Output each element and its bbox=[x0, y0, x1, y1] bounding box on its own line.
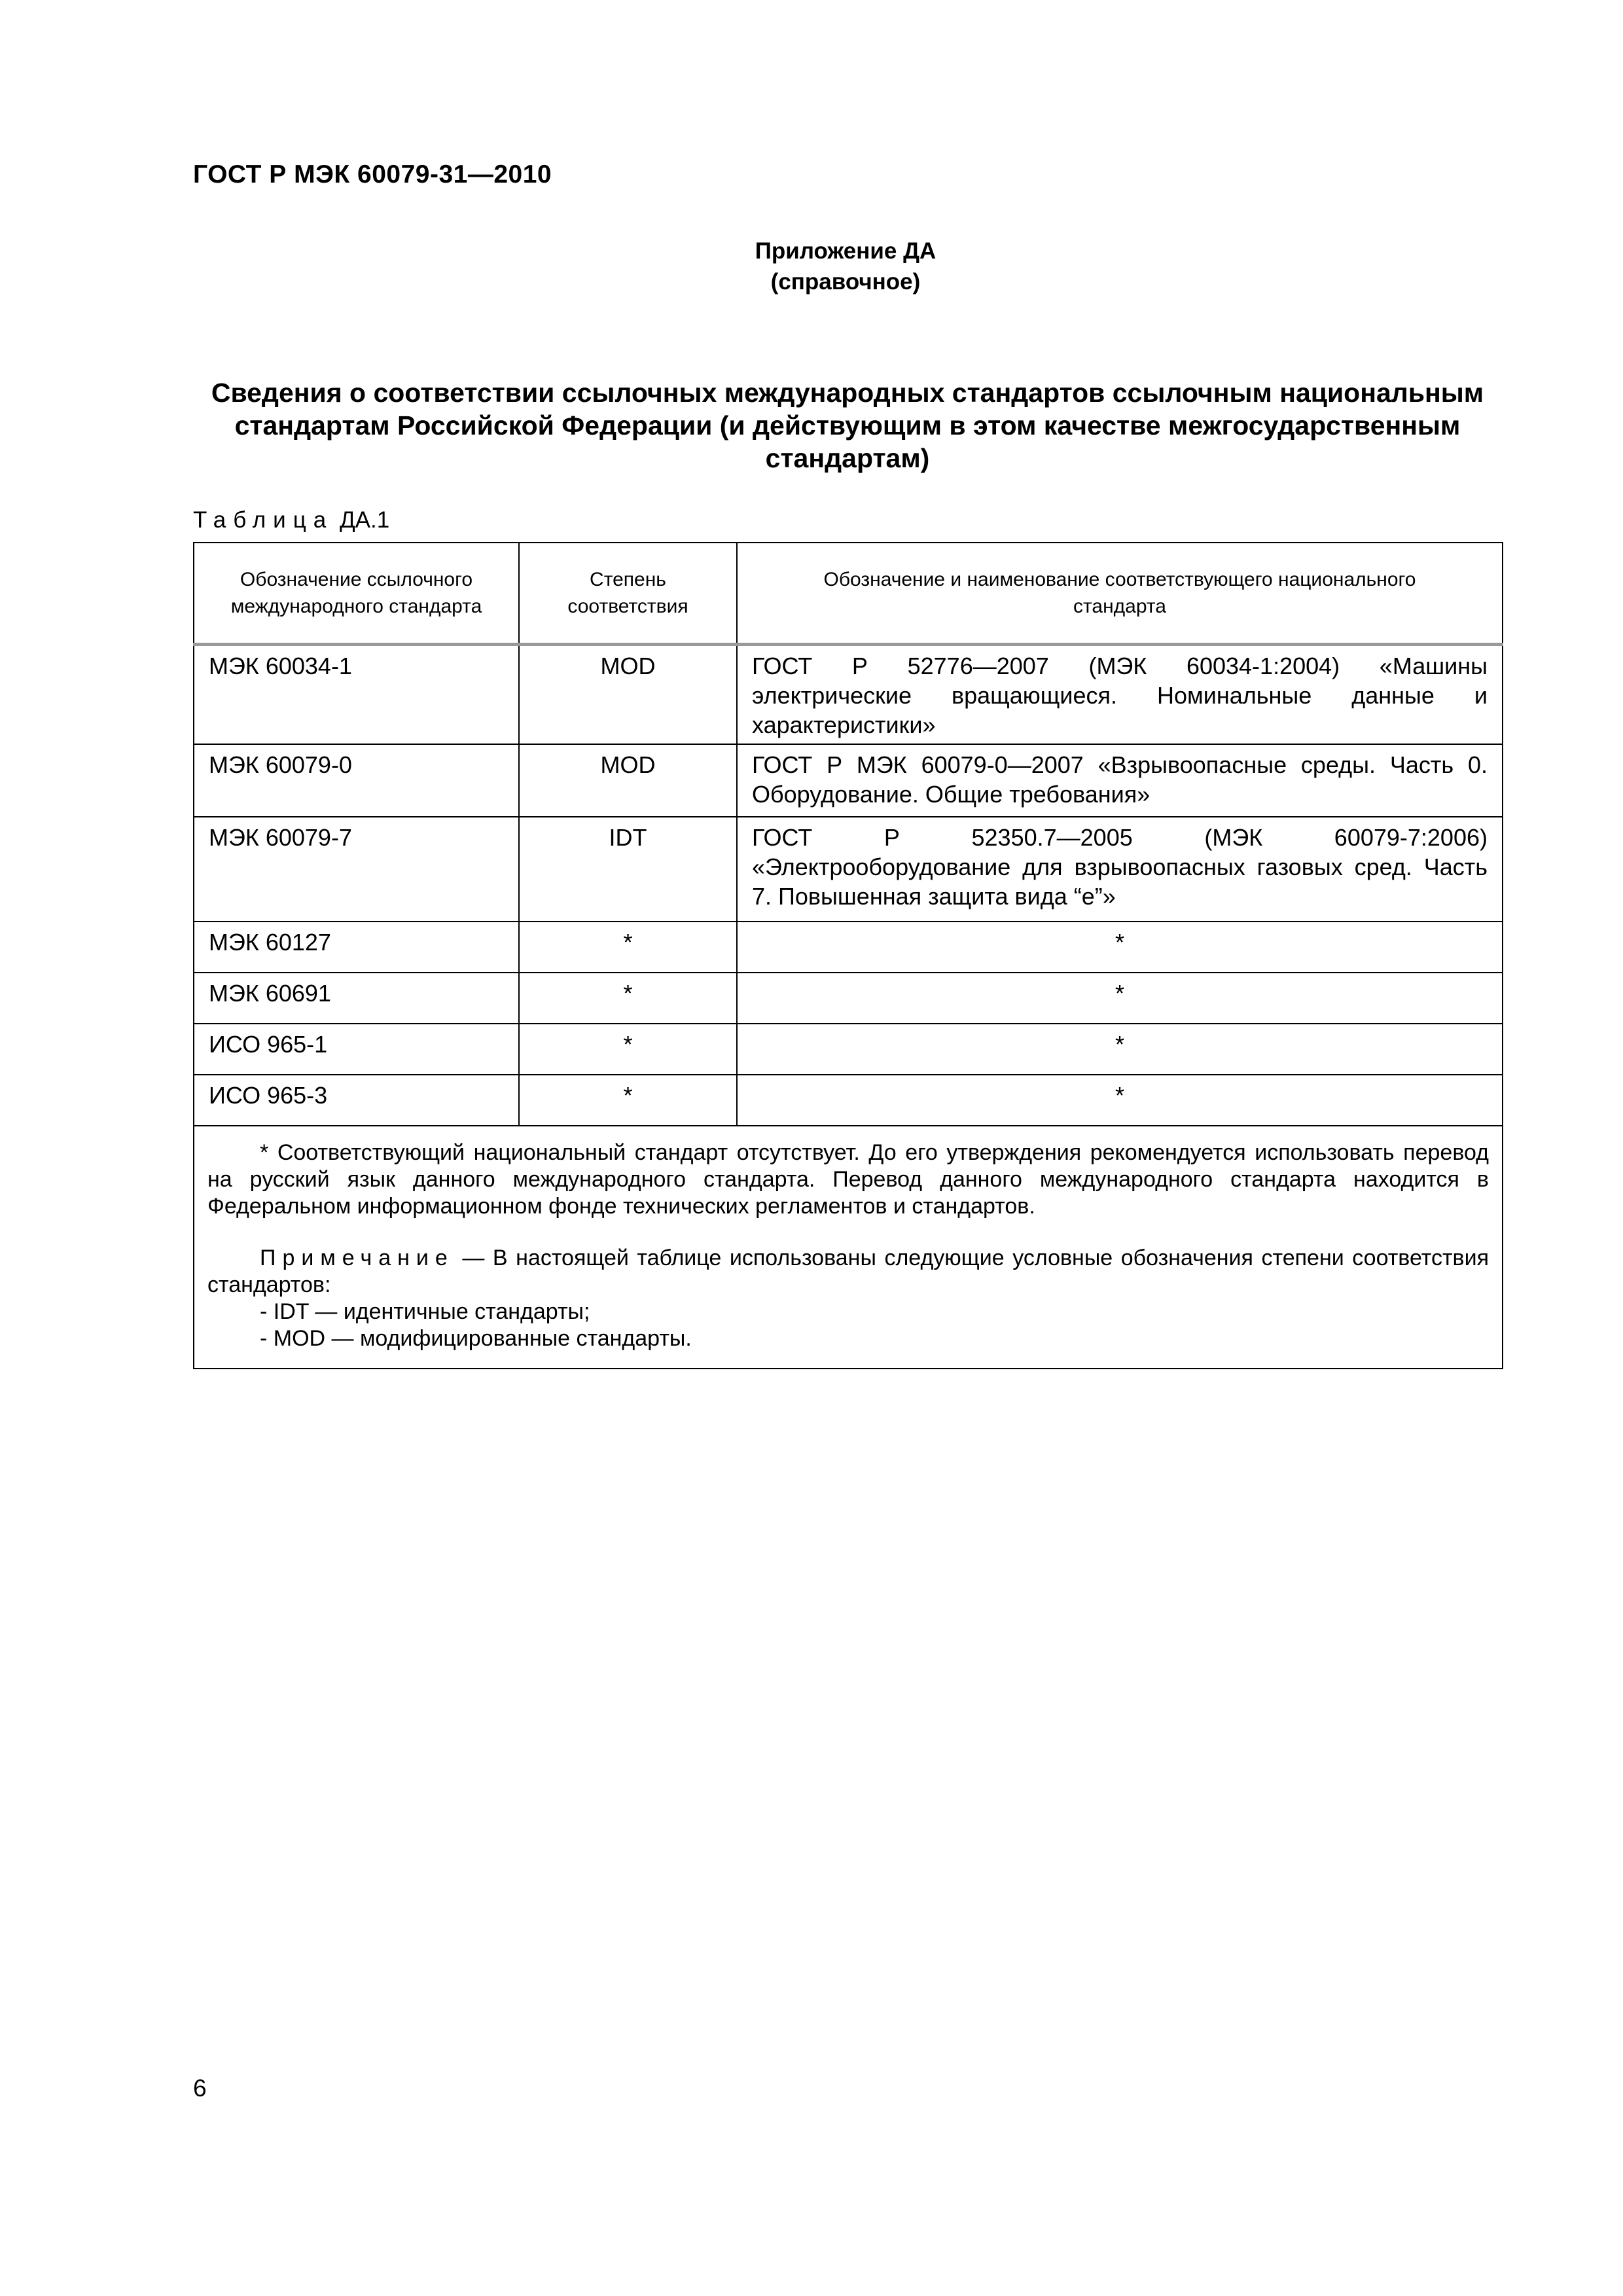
table-row bbox=[194, 1024, 1503, 1075]
header-national-standard: Обозначение и наименование соответствующего национального стандарта bbox=[737, 543, 1503, 645]
table-caption-number: ДА.1 bbox=[339, 507, 390, 533]
cell-ref: МЭК 60691 bbox=[194, 973, 519, 1024]
cell-degree: MOD bbox=[519, 744, 737, 817]
table-row bbox=[194, 973, 1503, 1024]
appendix-label: Приложение ДА bbox=[755, 238, 936, 264]
note-item: - MOD — модифицированные стандарты. bbox=[260, 1326, 692, 1351]
table-row bbox=[194, 922, 1503, 973]
table-row bbox=[194, 1075, 1503, 1126]
cell-national bbox=[737, 645, 1503, 745]
appendix-kind: (справочное) bbox=[770, 269, 921, 295]
cell-ref: ИСО 965-1 bbox=[194, 1024, 519, 1075]
document-code: ГОСТ Р МЭК 60079-31—2010 bbox=[193, 160, 552, 188]
header-ref-standard: Обозначение ссылочного международного стандарта bbox=[194, 543, 519, 645]
cell-national-text: ГОСТ Р 52776—2007 (МЭК 60034-1:2004) «Машины электрические вращающиеся. Номинальные данные и характеристики» bbox=[752, 653, 1488, 738]
appendix-heading bbox=[0, 236, 1623, 297]
table-note bbox=[207, 1245, 1489, 1299]
table-row bbox=[194, 744, 1503, 817]
table-row bbox=[194, 817, 1503, 922]
cell-national: * bbox=[737, 1075, 1503, 1126]
table-footnote: * Соответствующий национальный стандарт отсутствует. До его утверждения рекомендуется использовать перевод на русский язык данного международного стандарта. Перевод данного международного стандарта находится в Федеральном информационном фонде технических регламентов и стандартов. bbox=[207, 1140, 1489, 1219]
cell-national: * bbox=[737, 922, 1503, 973]
correspondence-table bbox=[193, 542, 1503, 1369]
cell-national bbox=[737, 817, 1503, 922]
cell-national-text: ГОСТ Р 52350.7—2005 (МЭК 60079-7:2006) «Электрооборудование для взрывоопасных газовых сред. Часть 7. Повышенная защита вида “е”» bbox=[752, 824, 1488, 910]
table-header-row bbox=[194, 543, 1503, 645]
table-caption bbox=[193, 507, 389, 533]
cell-national: * bbox=[737, 1024, 1503, 1075]
title-line: Сведения о соответствии ссылочных международных стандартов ссылочным национальным bbox=[211, 378, 1484, 408]
cell-national-text: ГОСТ Р МЭК 60079-0—2007 «Взрывоопасные среды. Часть 0. Оборудование. Общие требования» bbox=[752, 751, 1488, 808]
cell-degree: * bbox=[519, 1075, 737, 1126]
note-item: - IDT — идентичные стандарты; bbox=[260, 1299, 590, 1324]
title-line: стандартам Российской Федерации (и действующим в этом качестве межгосударственным bbox=[234, 410, 1461, 440]
cell-national bbox=[737, 744, 1503, 817]
cell-degree: * bbox=[519, 922, 737, 973]
note-word: Примечание bbox=[260, 1246, 454, 1270]
header-degree: Степень соответствия bbox=[519, 543, 737, 645]
table-row bbox=[194, 645, 1503, 745]
page-number: 6 bbox=[193, 2075, 207, 2102]
table-caption-word: Таблица bbox=[193, 507, 334, 533]
cell-degree: IDT bbox=[519, 817, 737, 922]
table-notes bbox=[194, 1126, 1503, 1369]
page-title bbox=[193, 376, 1502, 475]
cell-ref: МЭК 60127 bbox=[194, 922, 519, 973]
cell-ref: МЭК 60079-7 bbox=[194, 817, 519, 922]
cell-national: * bbox=[737, 973, 1503, 1024]
cell-ref: МЭК 60079-0 bbox=[194, 744, 519, 817]
note-text: — В настоящей таблице использованы следующие условные обозначения степени соответствия стандартов: bbox=[207, 1246, 1489, 1297]
cell-degree: * bbox=[519, 1024, 737, 1075]
cell-degree: * bbox=[519, 973, 737, 1024]
cell-ref: МЭК 60034-1 bbox=[194, 645, 519, 745]
cell-ref: ИСО 965-3 bbox=[194, 1075, 519, 1126]
title-line: стандартам) bbox=[765, 443, 930, 473]
table-notes-row bbox=[194, 1126, 1503, 1369]
cell-degree: MOD bbox=[519, 645, 737, 745]
